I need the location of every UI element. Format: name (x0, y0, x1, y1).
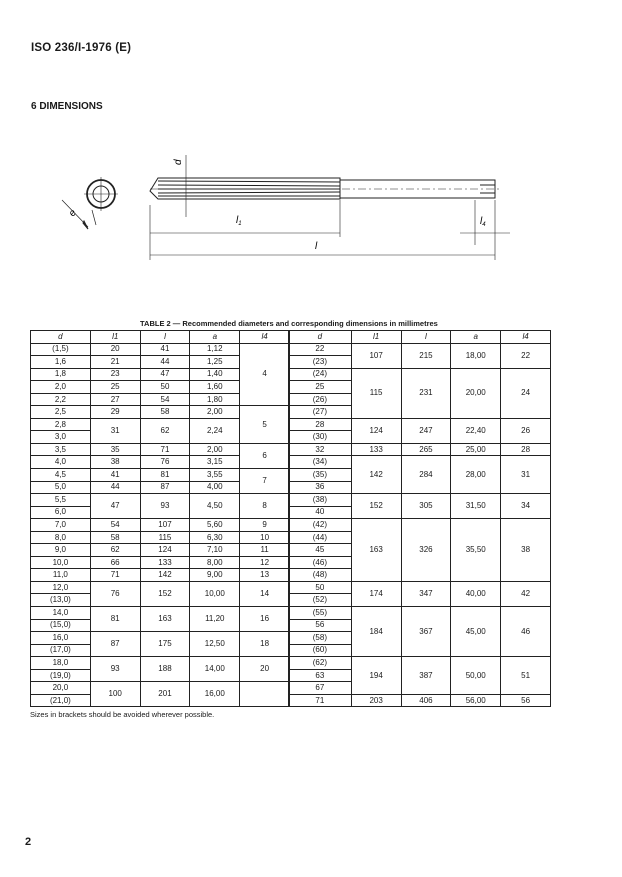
cell-d: 63 (289, 669, 352, 682)
table-row (31, 556, 290, 569)
cell-l1: 194 (351, 657, 401, 695)
cell-d: 4,5 (31, 469, 91, 482)
column-header-l: l (140, 331, 190, 344)
table-row (289, 694, 551, 707)
table-row (289, 443, 551, 456)
cell-l4: 51 (501, 657, 551, 695)
l1-label: $l_1$ (236, 215, 242, 227)
cell-l: 305 (401, 494, 451, 519)
cell-a: 35,50 (451, 519, 501, 582)
cell-l4: 34 (501, 494, 551, 519)
cell-a: 25,00 (451, 443, 501, 456)
dimensions-table-left (30, 330, 290, 707)
cell-d: (44) (289, 531, 352, 544)
table-row (31, 632, 290, 645)
column-header-l4: l4 (501, 331, 551, 344)
cell-l: 367 (401, 607, 451, 657)
column-header-l1: l1 (90, 331, 140, 344)
cell-a: 18,00 (451, 343, 501, 368)
table-row (289, 607, 551, 620)
cell-l: 326 (401, 519, 451, 582)
cell-a: 11,20 (190, 607, 240, 632)
cell-l: 142 (140, 569, 190, 582)
cell-d: (26) (289, 393, 352, 406)
column-header-l1: l1 (351, 331, 401, 344)
l4-label: $l_4$ (480, 216, 486, 228)
cell-l1: 47 (90, 494, 140, 519)
cell-l4: 20 (240, 657, 290, 682)
cell-l: 133 (140, 556, 190, 569)
cell-l4: 13 (240, 569, 290, 582)
cell-d: 5,0 (31, 481, 91, 494)
table-row (289, 343, 551, 356)
cell-l: 54 (140, 393, 190, 406)
cell-l4: 4 (240, 343, 290, 406)
cell-d: (24) (289, 368, 352, 381)
cell-l: 71 (140, 443, 190, 456)
table-row (31, 682, 290, 695)
cell-l: 347 (401, 581, 451, 606)
table-row (31, 343, 290, 356)
reamer-end-view (62, 177, 118, 229)
cell-l1: 21 (90, 356, 140, 369)
cell-a: 4,00 (190, 481, 240, 494)
cell-a: 1,25 (190, 356, 240, 369)
cell-l: 201 (140, 682, 190, 707)
cell-d: 8,0 (31, 531, 91, 544)
cell-l4: 5 (240, 406, 290, 444)
cell-a: 4,50 (190, 494, 240, 519)
cell-l: 107 (140, 519, 190, 532)
cell-l: 93 (140, 494, 190, 519)
cell-l4: 6 (240, 443, 290, 468)
cell-l: 44 (140, 356, 190, 369)
cell-d: 2,2 (31, 393, 91, 406)
cell-d: 71 (289, 694, 352, 707)
cell-l1: 142 (351, 456, 401, 494)
cell-l1: 115 (351, 368, 401, 418)
cell-l1: 29 (90, 406, 140, 419)
cell-a: 16,00 (190, 682, 240, 707)
cell-a: 5,60 (190, 519, 240, 532)
cell-l1: 58 (90, 531, 140, 544)
cell-d: (21,0) (31, 694, 91, 707)
cell-a: 45,00 (451, 607, 501, 657)
cell-d: 22 (289, 343, 352, 356)
cell-d: 3,5 (31, 443, 91, 456)
cell-a: 1,40 (190, 368, 240, 381)
cell-l4: 38 (501, 519, 551, 582)
cell-l4 (240, 682, 290, 707)
table-row (31, 657, 290, 670)
cell-l4: 24 (501, 368, 551, 418)
cell-a: 50,00 (451, 657, 501, 695)
cell-d: (30) (289, 431, 352, 444)
cell-d: (27) (289, 406, 352, 419)
cell-l1: 54 (90, 519, 140, 532)
cell-l1: 44 (90, 481, 140, 494)
column-header-d: d (289, 331, 352, 344)
table-row (31, 569, 290, 582)
cell-d: 3,0 (31, 431, 91, 444)
reamer-drawing (40, 145, 520, 275)
cell-l: 87 (140, 481, 190, 494)
document-id: ISO 236/I-1976 (E) (31, 42, 132, 54)
cell-l1: 41 (90, 469, 140, 482)
cell-a: 22,40 (451, 418, 501, 443)
cell-l1: 107 (351, 343, 401, 368)
cell-l4: 7 (240, 469, 290, 494)
cell-d: 2,8 (31, 418, 91, 431)
cell-l4: 31 (501, 456, 551, 494)
cell-l1: 152 (351, 494, 401, 519)
table-row (31, 406, 290, 419)
cell-d: 20,0 (31, 682, 91, 695)
cell-d: 28 (289, 418, 352, 431)
column-header-a: a (190, 331, 240, 344)
cell-a: 3,15 (190, 456, 240, 469)
cell-d: (48) (289, 569, 352, 582)
cell-l1: 20 (90, 343, 140, 356)
cell-d: (52) (289, 594, 352, 607)
table-row (31, 544, 290, 557)
dimensions-table-right (288, 330, 551, 707)
cell-d: 67 (289, 682, 352, 695)
cell-l: 406 (401, 694, 451, 707)
cell-d: 32 (289, 443, 352, 456)
cell-l4: 46 (501, 607, 551, 657)
cell-a: 14,00 (190, 657, 240, 682)
cell-l: 247 (401, 418, 451, 443)
cell-l4: 11 (240, 544, 290, 557)
table-row (289, 418, 551, 431)
cell-l1: 31 (90, 418, 140, 443)
cell-a: 12,50 (190, 632, 240, 657)
table-row (289, 657, 551, 670)
cell-l1: 133 (351, 443, 401, 456)
cell-l1: 38 (90, 456, 140, 469)
cell-d: 4,0 (31, 456, 91, 469)
cell-d: (17,0) (31, 644, 91, 657)
cell-l4: 22 (501, 343, 551, 368)
cell-d: 7,0 (31, 519, 91, 532)
cell-a: 10,00 (190, 581, 240, 606)
cell-d: (42) (289, 519, 352, 532)
table-caption: TABLE 2 — Recommended diameters and corresponding dimensions in millimetres (140, 319, 438, 328)
cell-l: 175 (140, 632, 190, 657)
cell-l1: 93 (90, 657, 140, 682)
cell-d: (60) (289, 644, 352, 657)
cell-d: 56 (289, 619, 352, 632)
cell-l4: 42 (501, 581, 551, 606)
cell-d: 16,0 (31, 632, 91, 645)
cell-a: 2,24 (190, 418, 240, 443)
cell-d: 40 (289, 506, 352, 519)
cell-l1: 35 (90, 443, 140, 456)
cell-l: 50 (140, 381, 190, 394)
cell-d: 9,0 (31, 544, 91, 557)
cell-l: 41 (140, 343, 190, 356)
table-row (31, 531, 290, 544)
table-row (31, 443, 290, 456)
cell-l1: 62 (90, 544, 140, 557)
cell-a: 1,60 (190, 381, 240, 394)
cell-l1: 174 (351, 581, 401, 606)
cell-d: 25 (289, 381, 352, 394)
cell-l: 124 (140, 544, 190, 557)
cell-a: 6,30 (190, 531, 240, 544)
cell-a: 2,00 (190, 406, 240, 419)
cell-l4: 26 (501, 418, 551, 443)
cell-l4: 12 (240, 556, 290, 569)
cell-l: 387 (401, 657, 451, 695)
cell-l: 231 (401, 368, 451, 418)
table-row (31, 494, 290, 507)
table-row (289, 368, 551, 381)
cell-l1: 25 (90, 381, 140, 394)
cell-l1: 81 (90, 607, 140, 632)
cell-d: (35) (289, 469, 352, 482)
cell-l1: 163 (351, 519, 401, 582)
cell-l: 284 (401, 456, 451, 494)
cell-d: (34) (289, 456, 352, 469)
cell-a: 28,00 (451, 456, 501, 494)
cell-l1: 76 (90, 581, 140, 606)
cell-l: 265 (401, 443, 451, 456)
cell-l: 163 (140, 607, 190, 632)
table-row (31, 581, 290, 594)
cell-a: 2,00 (190, 443, 240, 456)
cell-a: 3,55 (190, 469, 240, 482)
cell-l4: 14 (240, 581, 290, 606)
table-row (289, 519, 551, 532)
cell-d: 50 (289, 581, 352, 594)
cell-d: 6,0 (31, 506, 91, 519)
table-row (31, 519, 290, 532)
cell-a: 1,80 (190, 393, 240, 406)
cell-d: 45 (289, 544, 352, 557)
cell-l: 47 (140, 368, 190, 381)
cell-l: 115 (140, 531, 190, 544)
cell-l4: 8 (240, 494, 290, 519)
cell-l: 58 (140, 406, 190, 419)
cell-d: (38) (289, 494, 352, 507)
cell-l: 215 (401, 343, 451, 368)
table-row (31, 607, 290, 620)
end-view-e-label: e (66, 207, 79, 219)
cell-l: 62 (140, 418, 190, 443)
cell-l1: 66 (90, 556, 140, 569)
cell-d: 18,0 (31, 657, 91, 670)
column-header-l4: l4 (240, 331, 290, 344)
cell-d: 11,0 (31, 569, 91, 582)
cell-a: 20,00 (451, 368, 501, 418)
cell-l4: 10 (240, 531, 290, 544)
cell-a: 7,10 (190, 544, 240, 557)
column-header-a: a (451, 331, 501, 344)
cell-l1: 203 (351, 694, 401, 707)
cell-l1: 124 (351, 418, 401, 443)
cell-d: 1,6 (31, 356, 91, 369)
cell-l: 76 (140, 456, 190, 469)
page-number: 2 (25, 836, 32, 848)
cell-d: 2,5 (31, 406, 91, 419)
cell-d: 5,5 (31, 494, 91, 507)
cell-d: 14,0 (31, 607, 91, 620)
cell-l1: 23 (90, 368, 140, 381)
cell-d: 2,0 (31, 381, 91, 394)
cell-d: (55) (289, 607, 352, 620)
cell-a: 1,12 (190, 343, 240, 356)
cell-d: (23) (289, 356, 352, 369)
cell-d: (58) (289, 632, 352, 645)
cell-l: 81 (140, 469, 190, 482)
cell-l1: 71 (90, 569, 140, 582)
section-title: 6 DIMENSIONS (31, 101, 103, 112)
cell-d: 10,0 (31, 556, 91, 569)
cell-l1: 27 (90, 393, 140, 406)
cell-l4: 56 (501, 694, 551, 707)
column-header-l: l (401, 331, 451, 344)
cell-l1: 87 (90, 632, 140, 657)
cell-d: (46) (289, 556, 352, 569)
cell-d: (15,0) (31, 619, 91, 632)
cell-l1: 100 (90, 682, 140, 707)
cell-d: (13,0) (31, 594, 91, 607)
cell-a: 8,00 (190, 556, 240, 569)
cell-l: 188 (140, 657, 190, 682)
footnote: Sizes in brackets should be avoided wherever possible. (30, 710, 215, 719)
cell-a: 31,50 (451, 494, 501, 519)
table-row (31, 469, 290, 482)
cell-d: 1,8 (31, 368, 91, 381)
table-row (289, 581, 551, 594)
cell-l4: 16 (240, 607, 290, 632)
cell-d: (19,0) (31, 669, 91, 682)
reamer-side-view (150, 155, 510, 260)
l-label: l (315, 241, 318, 252)
cell-d: (1,5) (31, 343, 91, 356)
cell-a: 40,00 (451, 581, 501, 606)
column-header-d: d (31, 331, 91, 344)
cell-l1: 184 (351, 607, 401, 657)
cell-l4: 28 (501, 443, 551, 456)
cell-a: 56,00 (451, 694, 501, 707)
table-row (289, 456, 551, 469)
cell-d: 36 (289, 481, 352, 494)
cell-a: 9,00 (190, 569, 240, 582)
cell-l: 152 (140, 581, 190, 606)
cell-l4: 18 (240, 632, 290, 657)
d-label: d (173, 159, 184, 165)
table-row (289, 494, 551, 507)
cell-l4: 9 (240, 519, 290, 532)
cell-d: 12,0 (31, 581, 91, 594)
cell-d: (62) (289, 657, 352, 670)
